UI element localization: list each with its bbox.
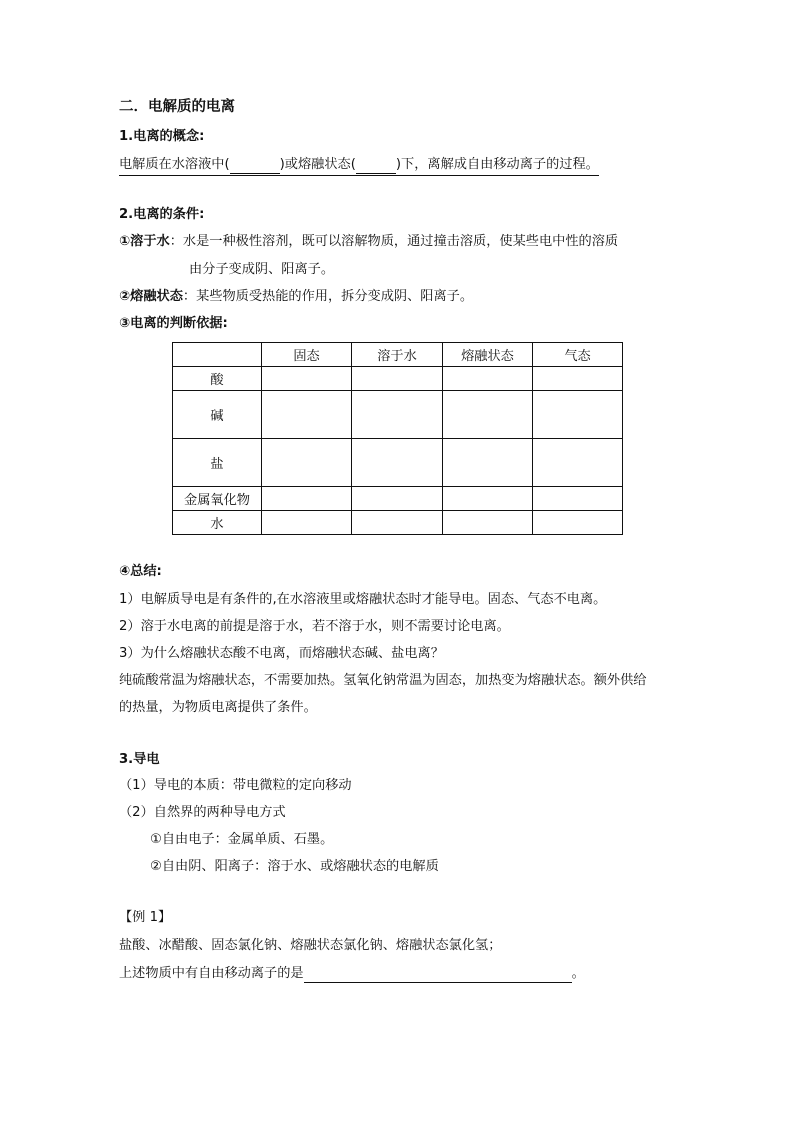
section-title: 二．电解质的电离 [119, 99, 235, 115]
def-part-2: )或熔融状态( [279, 157, 356, 172]
row-label: 金属氧化物 [173, 487, 262, 511]
s3-heading: 3.导电 [119, 752, 160, 767]
criteria-heading: ③电离的判断依据: [119, 316, 228, 331]
conduct-item-2b: ②自由阴、阳离子：溶于水、或熔融状态的电解质 [150, 859, 439, 874]
summary-heading: ④总结: [119, 564, 162, 579]
table-row [173, 511, 623, 535]
row-label: 酸 [173, 367, 262, 391]
def-part-1: 电解质在水溶液中( [119, 157, 230, 172]
header-cell [173, 343, 262, 367]
condition-1-cont: 由分子变成阴、阳离子。 [189, 262, 335, 277]
table-cell[interactable] [262, 487, 352, 511]
blank-2[interactable] [356, 159, 396, 174]
header-cell: 固态 [262, 343, 352, 367]
table-cell[interactable] [443, 487, 533, 511]
header-cell: 熔融状态 [443, 343, 533, 367]
example-end: 。 [571, 966, 585, 981]
table-cell[interactable] [443, 511, 533, 535]
example-question: 上述物质中有自由移动离子的是 [119, 966, 304, 981]
blank-1[interactable] [230, 159, 280, 174]
table-cell[interactable] [262, 391, 352, 439]
summary-explain-1: 纯硫酸常温为熔融状态，不需要加热。氢氧化钠常温为固态，加热变为熔融状态。额外供给 [119, 673, 647, 688]
ionization-table [172, 342, 623, 535]
table-cell[interactable] [533, 487, 623, 511]
table-cell[interactable] [352, 367, 443, 391]
condition-1-label: ①溶于水 [119, 234, 170, 249]
condition-2-text: ：某些物质受热能的作用，拆分变成阴、阳离子。 [182, 289, 474, 304]
table-cell[interactable] [533, 391, 623, 439]
summary-point-1: 1）电解质导电是有条件的,在水溶液里或熔融状态时才能导电。固态、气态不电离。 [119, 592, 607, 607]
table-cell[interactable] [352, 511, 443, 535]
header-cell: 溶于水 [352, 343, 443, 367]
table-cell[interactable] [533, 439, 623, 487]
summary-point-3: 3）为什么熔融状态酸不电离，而熔融状态碱、盐电离？ [119, 646, 444, 661]
table-header-row [173, 343, 623, 367]
row-label: 碱 [173, 391, 262, 439]
condition-2-label: ②熔融状态 [119, 289, 183, 304]
row-label: 盐 [173, 439, 262, 487]
conduct-item-2: （2）自然界的两种导电方式 [119, 805, 286, 820]
table-cell[interactable] [443, 367, 533, 391]
row-label: 水 [173, 511, 262, 535]
example-line-2 [119, 965, 585, 983]
table-row [173, 439, 623, 487]
conduct-item-1: （1）导电的本质：带电微粒的定向移动 [119, 778, 352, 793]
summary-explain-2: 的热量，为物质电离提供了条件。 [119, 700, 317, 715]
table-cell[interactable] [352, 391, 443, 439]
condition-1 [119, 233, 618, 251]
table-cell[interactable] [352, 487, 443, 511]
table-row [173, 391, 623, 439]
def-part-3: )下，离解成自由移动离子的过程。 [395, 157, 599, 172]
table-cell[interactable] [443, 391, 533, 439]
table-cell[interactable] [262, 367, 352, 391]
example-label: 【例 1】 [119, 910, 172, 925]
table-cell[interactable] [533, 511, 623, 535]
header-cell: 气态 [533, 343, 623, 367]
conduct-item-2a: ①自由电子：金属单质、石墨。 [150, 832, 334, 847]
table-cell[interactable] [262, 511, 352, 535]
table-cell[interactable] [262, 439, 352, 487]
table-row [173, 487, 623, 511]
table-cell[interactable] [352, 439, 443, 487]
table-cell[interactable] [533, 367, 623, 391]
summary-point-2: 2）溶于水电离的前提是溶于水，若不溶于水，则不需要讨论电离。 [119, 619, 510, 634]
condition-1-text: ：水是一种极性溶剂，既可以溶解物质，通过撞击溶质，使某些电中性的溶质 [169, 234, 619, 249]
s1-heading: 1.电离的概念: [119, 129, 205, 144]
example-line-1: 盐酸、冰醋酸、固态氯化钠、熔融状态氯化钠、熔融状态氯化氢； [119, 938, 502, 953]
table-row [173, 367, 623, 391]
table-cell[interactable] [443, 439, 533, 487]
s2-heading: 2.电离的条件: [119, 207, 205, 222]
ionization-definition [119, 156, 599, 176]
condition-2 [119, 288, 473, 306]
answer-blank[interactable] [304, 968, 572, 983]
